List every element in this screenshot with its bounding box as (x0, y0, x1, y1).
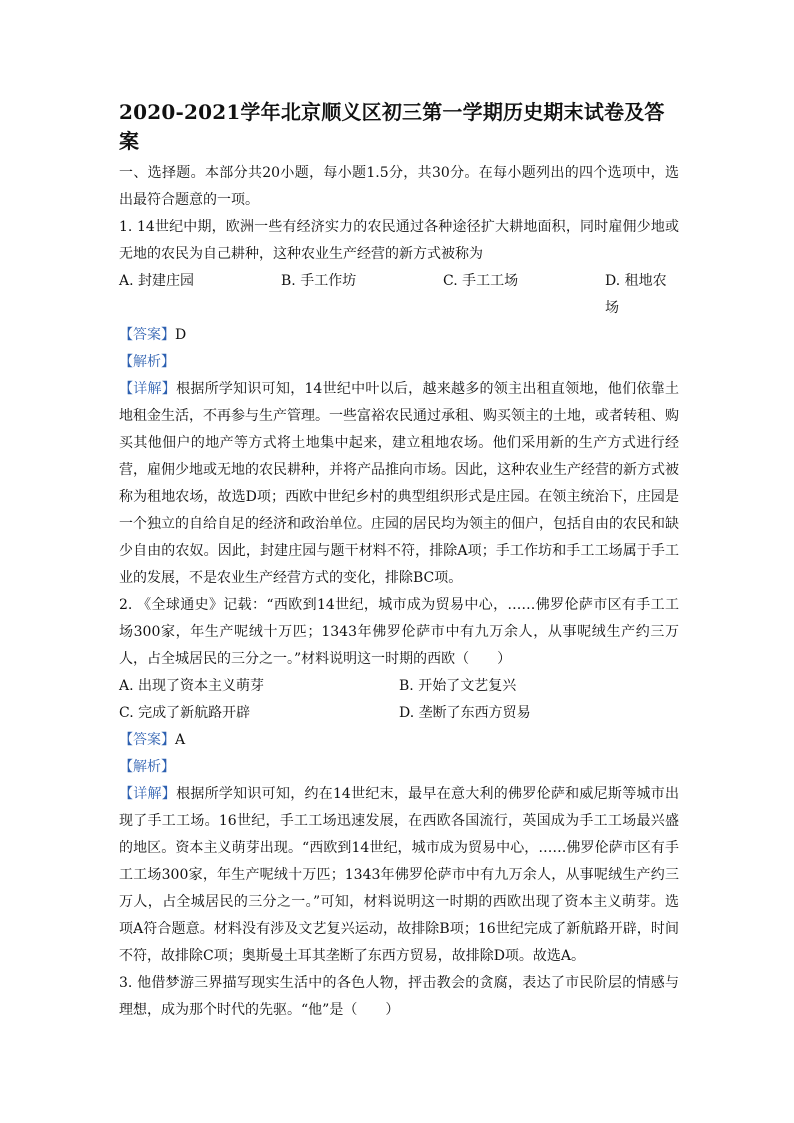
analysis-label: 【解析】 (119, 354, 175, 370)
detail-label: 【详解】 (119, 381, 177, 397)
option-d: D. 租地农场 (605, 273, 667, 316)
question-2 (119, 592, 679, 970)
option-a: A. 封建庄园 (119, 273, 195, 289)
section-heading: 一、选择题。本部分共20小题，每小题1.5分，共30分。在每小题列出的四个选项中，选出最符合题意的一项。 (119, 165, 679, 208)
option-d: D. 垄断了东西方贸易 (399, 705, 531, 721)
question-1 (119, 214, 679, 592)
detail-paragraph (119, 781, 679, 970)
answer-value: A (175, 732, 186, 748)
detail-text: 根据所学知识可知，约在14世纪末，最早在意大利的佛罗伦萨和威尼斯等城市出现了手工工场。16世纪，手工工场迅速发展，在西欧各国流行，英国成为手工工场最兴盛的地区。资本主义萌芽出现。“西欧到14世纪，城市成为贸易中心，……佛罗伦萨市区有手工工场300家，年生产呢绒十万匹；1343年佛罗伦萨市中有九万余人，从事呢绒生产约三万人，占全城居民的三分之一。”可知，材料说明这一时期的西欧出现了资本主义萌芽。选项A符合题意。材料没有涉及文艺复兴运动，故排除B项；16世纪完成了新航路开辟，时间不符，故排除C项；奥斯曼土耳其垄断了东西方贸易，故排除D项。故选A。 (119, 786, 680, 964)
answer-label: 【答案】 (119, 327, 175, 343)
analysis-line (119, 754, 679, 781)
option-c: C. 手工工场 (443, 273, 519, 289)
question-stem: 2. 《全球通史》记载：“西欧到14世纪，城市成为贸易中心，……佛罗伦萨市区有手工工场300家，年生产呢绒十万匹；1343年佛罗伦萨市中有九万余人，从事呢绒生产约三万人，占全城居民的三分之一。”材料说明这一时期的西欧（ ） (119, 597, 679, 667)
answer-line (119, 322, 679, 349)
answer-line (119, 727, 679, 754)
options-row (119, 268, 679, 322)
detail-text: 根据所学知识可知，14世纪中叶以后，越来越多的领主出租直领地，他们依靠土地租金生活，不再参与生产管理。一些富裕农民通过承租、购买领主的土地，或者转租、购买其他佃户的地产等方式将土地集中起来，建立租地农场。他们采用新的生产方式进行经营，雇佣少地或无地的农民耕种，并将产品推向市场。因此，这种农业生产经营的新方式被称为租地农场，故选D项；西欧中世纪乡村的典型组织形式是庄园。在领主统治下，庄园是一个独立的自给自足的经济和政治单位。庄园的居民均为领主的佃户，包括自由的农民和缺少自由的农奴。因此，封建庄园与题干材料不符，排除A项；手工作坊和手工工场属于手工业的发展，不是农业生产经营方式的变化，排除BC项。 (119, 381, 680, 586)
answer-label: 【答案】 (119, 732, 175, 748)
document-page (119, 98, 679, 1024)
answer-value: D (175, 327, 187, 343)
option-a: A. 出现了资本主义萌芽 (119, 678, 265, 694)
option-b: B. 开始了文艺复兴 (399, 678, 517, 694)
analysis-line (119, 349, 679, 376)
detail-label: 【详解】 (119, 786, 177, 802)
analysis-label: 【解析】 (119, 759, 175, 775)
question-stem: 3. 他借梦游三界描写现实生活中的各色人物，抨击教会的贪腐，表达了市民阶层的情感与理想，成为那个时代的先驱。“他”是（ ） (119, 975, 679, 1018)
options-row (119, 673, 679, 700)
document-title: 2020-2021学年北京顺义区初三第一学期历史期末试卷及答案 (119, 100, 665, 153)
detail-paragraph (119, 376, 679, 592)
question-stem: 1. 14世纪中期，欧洲一些有经济实力的农民通过各种途径扩大耕地面积，同时雇佣少地或无地的农民为自己耕种，这种农业生产经营的新方式被称为 (119, 219, 679, 262)
option-b: B. 手工作坊 (281, 273, 357, 289)
question-3 (119, 970, 679, 1024)
option-c: C. 完成了新航路开辟 (119, 705, 251, 721)
options-row (119, 700, 679, 727)
